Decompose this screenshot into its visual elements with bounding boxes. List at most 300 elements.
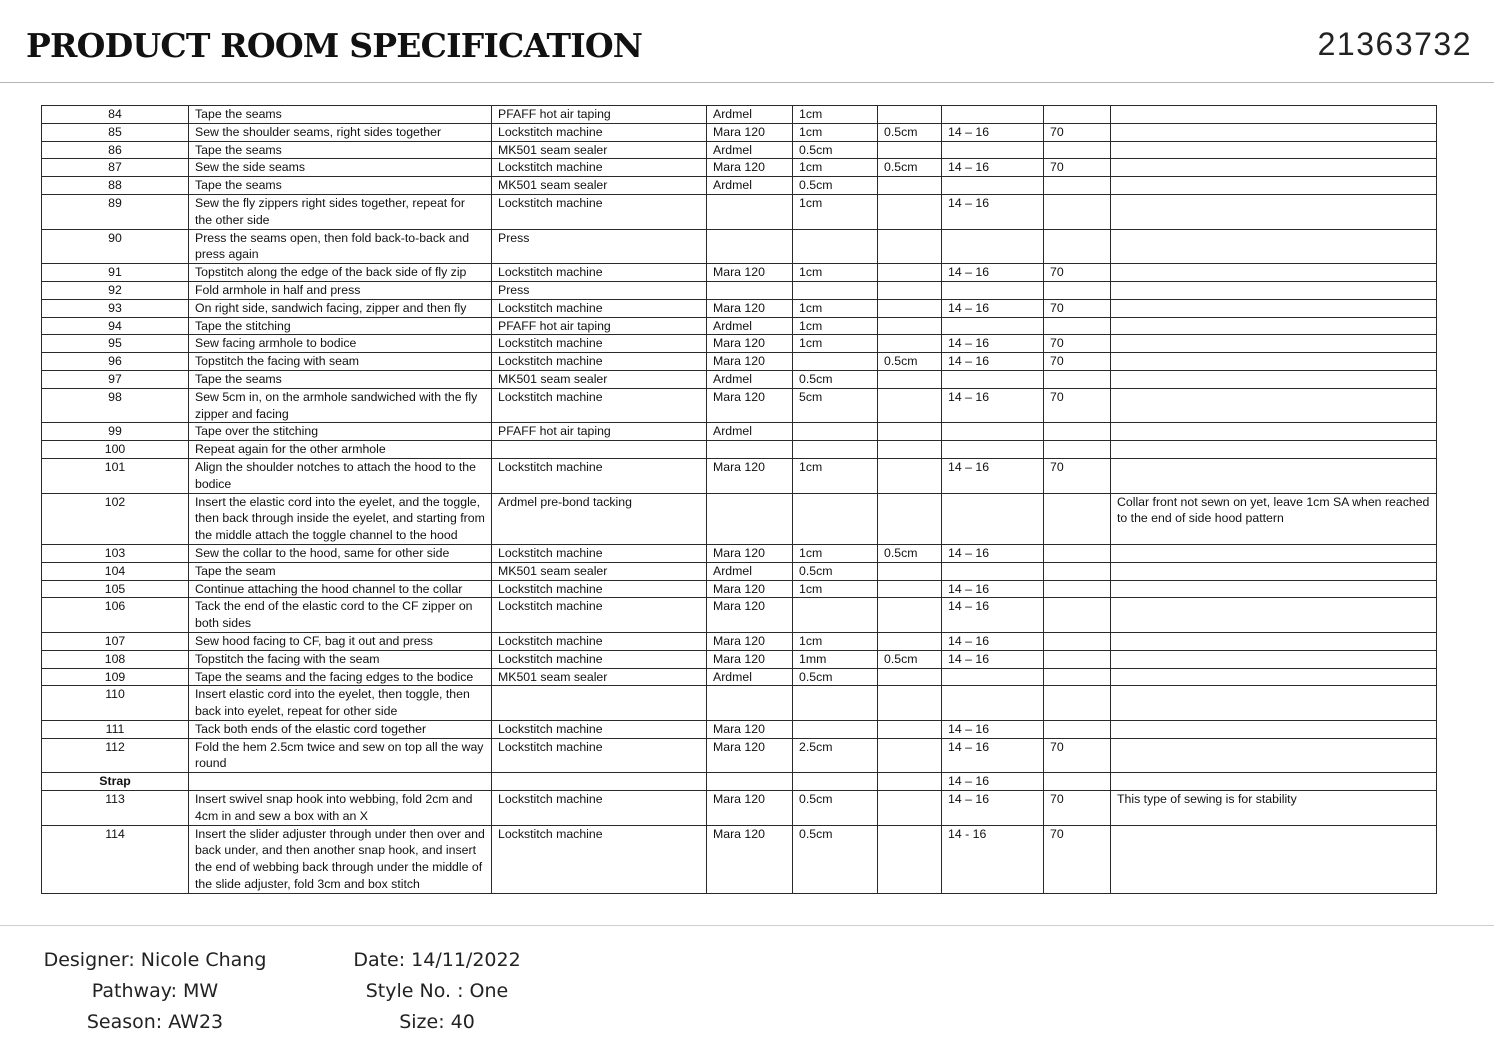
operation-cell: Tape the stitching [189,317,492,335]
stitch-count-cell [942,562,1044,580]
step-cell: 98 [42,388,189,423]
notes-cell [1111,580,1437,598]
machine-cell: MK501 seam sealer [492,141,707,159]
notes-cell [1111,598,1437,633]
table-row [42,177,1437,195]
trim-cell [878,335,942,353]
needle-size-cell [1044,177,1111,195]
seam-allowance-cell: 0.5cm [793,668,878,686]
operation-cell: Tape the seams [189,106,492,124]
seam-allowance-cell [793,441,878,459]
step-cell: 108 [42,650,189,668]
seam-allowance-cell [793,353,878,371]
needle-size-cell [1044,650,1111,668]
trim-cell: 0.5cm [878,123,942,141]
needle-size-cell [1044,632,1111,650]
stitch-count-cell: 14 – 16 [942,335,1044,353]
table-row [42,441,1437,459]
machine-cell: PFAFF hot air taping [492,317,707,335]
specification-table [41,105,1437,894]
needle-size-cell [1044,281,1111,299]
trim-cell [878,281,942,299]
thread-cell: Mara 120 [707,598,793,633]
seam-allowance-cell [793,686,878,721]
seam-allowance-cell [793,493,878,544]
notes-cell [1111,335,1437,353]
machine-cell: Lockstitch machine [492,720,707,738]
needle-size-cell [1044,423,1111,441]
stitch-count-cell: 14 – 16 [942,299,1044,317]
step-cell: 102 [42,493,189,544]
thread-cell: Mara 120 [707,159,793,177]
machine-cell: Lockstitch machine [492,335,707,353]
trim-cell [878,598,942,633]
operation-cell: Topstitch along the edge of the back side of fly zip [189,264,492,282]
header-divider [0,82,1494,83]
stitch-count-cell: 14 – 16 [942,159,1044,177]
trim-cell [878,686,942,721]
step-cell: 91 [42,264,189,282]
step-cell: 109 [42,668,189,686]
thread-cell: Mara 120 [707,544,793,562]
trim-cell [878,632,942,650]
stitch-count-cell [942,106,1044,124]
operation-cell: Insert elastic cord into the eyelet, then toggle, then back into eyelet, repeat for other side [189,686,492,721]
needle-size-cell [1044,668,1111,686]
table-row [42,720,1437,738]
step-cell: 94 [42,317,189,335]
notes-cell [1111,773,1437,791]
needle-size-cell: 70 [1044,458,1111,493]
seam-allowance-cell: 1cm [793,194,878,229]
table-row [42,299,1437,317]
step-cell: 85 [42,123,189,141]
notes-cell: Collar front not sewn on yet, leave 1cm SA when reached to the end of side hood pattern [1111,493,1437,544]
needle-size-cell: 70 [1044,353,1111,371]
thread-cell: Mara 120 [707,720,793,738]
needle-size-cell [1044,441,1111,459]
seam-allowance-cell: 1cm [793,299,878,317]
table-row [42,335,1437,353]
notes-cell [1111,458,1437,493]
machine-cell: Lockstitch machine [492,544,707,562]
operation-cell: On right side, sandwich facing, zipper and then fly [189,299,492,317]
table-row [42,353,1437,371]
table-row [42,668,1437,686]
table-row [42,141,1437,159]
thread-cell: Mara 120 [707,458,793,493]
stitch-count-cell: 14 – 16 [942,650,1044,668]
machine-cell: Lockstitch machine [492,791,707,826]
step-cell: 88 [42,177,189,195]
needle-size-cell [1044,562,1111,580]
thread-cell: Ardmel [707,668,793,686]
stitch-count-cell: 14 - 16 [942,825,1044,893]
thread-cell: Mara 120 [707,299,793,317]
seam-allowance-cell: 5cm [793,388,878,423]
seam-allowance-cell: 0.5cm [793,825,878,893]
stitch-count-cell: 14 – 16 [942,632,1044,650]
seam-allowance-cell [793,423,878,441]
stitch-count-cell [942,229,1044,264]
thread-cell: Mara 120 [707,791,793,826]
operation-cell: Fold armhole in half and press [189,281,492,299]
stitch-count-cell: 14 – 16 [942,598,1044,633]
needle-size-cell: 70 [1044,335,1111,353]
notes-cell [1111,194,1437,229]
stitch-count-cell [942,668,1044,686]
notes-cell [1111,738,1437,773]
style-number-label: Style No. : One [365,980,509,1002]
needle-size-cell [1044,493,1111,544]
operation-cell: Sew the collar to the hood, same for other side [189,544,492,562]
machine-cell: Lockstitch machine [492,598,707,633]
notes-cell [1111,281,1437,299]
notes-cell [1111,177,1437,195]
seam-allowance-cell: 0.5cm [793,141,878,159]
machine-cell: Lockstitch machine [492,632,707,650]
needle-size-cell: 70 [1044,299,1111,317]
step-cell: 99 [42,423,189,441]
needle-size-cell [1044,229,1111,264]
seam-allowance-cell: 1cm [793,335,878,353]
machine-cell: Press [492,281,707,299]
operation-cell: Fold the hem 2.5cm twice and sew on top all the way round [189,738,492,773]
operation-cell: Tape the seams [189,370,492,388]
notes-cell [1111,686,1437,721]
machine-cell: Lockstitch machine [492,123,707,141]
notes-cell [1111,264,1437,282]
machine-cell: Lockstitch machine [492,825,707,893]
step-cell: 87 [42,159,189,177]
thread-cell [707,229,793,264]
thread-cell [707,441,793,459]
trim-cell [878,441,942,459]
thread-cell [707,194,793,229]
stitch-count-cell: 14 – 16 [942,544,1044,562]
needle-size-cell [1044,141,1111,159]
thread-cell: Ardmel [707,370,793,388]
machine-cell: MK501 seam sealer [492,370,707,388]
operation-cell: Insert swivel snap hook into webbing, fold 2cm and 4cm in and sew a box with an X [189,791,492,826]
table-row [42,738,1437,773]
table-row [42,123,1437,141]
step-cell: 97 [42,370,189,388]
seam-allowance-cell [793,773,878,791]
seam-allowance-cell: 1cm [793,458,878,493]
stitch-count-cell [942,317,1044,335]
operation-cell: Tape the seams [189,177,492,195]
trim-cell: 0.5cm [878,353,942,371]
table-row [42,229,1437,264]
trim-cell [878,388,942,423]
trim-cell [878,299,942,317]
trim-cell [878,562,942,580]
machine-cell: Lockstitch machine [492,194,707,229]
thread-cell: Ardmel [707,317,793,335]
operation-cell: Align the shoulder notches to attach the hood to the bodice [189,458,492,493]
trim-cell [878,791,942,826]
trim-cell [878,370,942,388]
table-row [42,281,1437,299]
step-cell: 103 [42,544,189,562]
machine-cell [492,773,707,791]
notes-cell [1111,123,1437,141]
notes-cell [1111,544,1437,562]
needle-size-cell: 70 [1044,388,1111,423]
stitch-count-cell: 14 – 16 [942,123,1044,141]
step-cell: 93 [42,299,189,317]
trim-cell [878,458,942,493]
step-cell: 101 [42,458,189,493]
machine-cell: Lockstitch machine [492,580,707,598]
step-cell: 86 [42,141,189,159]
operation-cell: Tack both ends of the elastic cord together [189,720,492,738]
stitch-count-cell: 14 – 16 [942,264,1044,282]
operation-cell: Sew facing armhole to bodice [189,335,492,353]
operation-cell: Sew the fly zippers right sides together, repeat for the other side [189,194,492,229]
needle-size-cell: 70 [1044,791,1111,826]
stitch-count-cell [942,441,1044,459]
operation-cell: Press the seams open, then fold back-to-back and press again [189,229,492,264]
machine-cell [492,441,707,459]
operation-cell: Sew hood facing to CF, bag it out and press [189,632,492,650]
stitch-count-cell [942,423,1044,441]
notes-cell [1111,562,1437,580]
table-row [42,773,1437,791]
footer-designer-block [30,945,280,1038]
needle-size-cell [1044,317,1111,335]
stitch-count-cell: 14 – 16 [942,738,1044,773]
thread-cell: Ardmel [707,177,793,195]
trim-cell [878,720,942,738]
step-cell: 92 [42,281,189,299]
operation-cell: Tape the seams [189,141,492,159]
pathway-label: Pathway: MW [91,980,219,1002]
step-cell: 111 [42,720,189,738]
seam-allowance-cell: 0.5cm [793,562,878,580]
step-cell: 95 [42,335,189,353]
notes-cell [1111,317,1437,335]
machine-cell: MK501 seam sealer [492,668,707,686]
trim-cell [878,493,942,544]
thread-cell: Ardmel [707,141,793,159]
notes-cell [1111,650,1437,668]
needle-size-cell [1044,544,1111,562]
step-cell: 100 [42,441,189,459]
notes-cell [1111,370,1437,388]
stitch-count-cell [942,141,1044,159]
machine-cell: Press [492,229,707,264]
seam-allowance-cell [793,598,878,633]
machine-cell: MK501 seam sealer [492,562,707,580]
machine-cell: Lockstitch machine [492,738,707,773]
table-row [42,650,1437,668]
notes-cell [1111,441,1437,459]
operation-cell: Insert the elastic cord into the eyelet, and the toggle, then back through inside the eyelet, and starting from the middle attach the toggle channel to the hood [189,493,492,544]
operation-cell: Tape the seam [189,562,492,580]
operation-cell: Tack the end of the elastic cord to the CF zipper on both sides [189,598,492,633]
notes-cell [1111,388,1437,423]
stitch-count-cell [942,177,1044,195]
operation-cell: Sew 5cm in, on the armhole sandwiched with the fly zipper and facing [189,388,492,423]
footer-style-block [312,945,562,1038]
thread-cell: Mara 120 [707,123,793,141]
notes-cell: This type of sewing is for stability [1111,791,1437,826]
trim-cell [878,773,942,791]
stitch-count-cell: 14 – 16 [942,773,1044,791]
seam-allowance-cell: 1cm [793,580,878,598]
step-cell: 113 [42,791,189,826]
machine-cell [492,686,707,721]
page-title: PRODUCT ROOM SPECIFICATION [26,26,643,65]
document-number: 21363732 [1317,26,1472,62]
notes-cell [1111,299,1437,317]
operation-cell: Topstitch the facing with the seam [189,650,492,668]
stitch-count-cell: 14 – 16 [942,720,1044,738]
needle-size-cell [1044,580,1111,598]
seam-allowance-cell: 2.5cm [793,738,878,773]
stitch-count-cell: 14 – 16 [942,458,1044,493]
stitch-count-cell [942,370,1044,388]
trim-cell [878,668,942,686]
thread-cell: Mara 120 [707,580,793,598]
specification-table-body [42,106,1437,894]
seam-allowance-cell: 1cm [793,632,878,650]
operation-cell: Repeat again for the other armhole [189,441,492,459]
notes-cell [1111,229,1437,264]
seam-allowance-cell: 0.5cm [793,791,878,826]
machine-cell: Ardmel pre-bond tacking [492,493,707,544]
stitch-count-cell: 14 – 16 [942,194,1044,229]
table-row [42,458,1437,493]
stitch-count-cell: 14 – 16 [942,580,1044,598]
seam-allowance-cell: 1cm [793,106,878,124]
step-cell: 114 [42,825,189,893]
step-cell: 105 [42,580,189,598]
seam-allowance-cell: 1cm [793,264,878,282]
table-row [42,423,1437,441]
thread-cell: Ardmel [707,562,793,580]
trim-cell [878,317,942,335]
thread-cell [707,281,793,299]
thread-cell: Mara 120 [707,335,793,353]
size-label: Size: 40 [399,1011,475,1033]
machine-cell: Lockstitch machine [492,159,707,177]
table-row [42,388,1437,423]
notes-cell [1111,106,1437,124]
needle-size-cell [1044,686,1111,721]
thread-cell: Mara 120 [707,388,793,423]
seam-allowance-cell: 1mm [793,650,878,668]
machine-cell: PFAFF hot air taping [492,106,707,124]
seam-allowance-cell: 0.5cm [793,177,878,195]
trim-cell [878,229,942,264]
seam-allowance-cell [793,720,878,738]
thread-cell [707,493,793,544]
step-cell: 89 [42,194,189,229]
notes-cell [1111,825,1437,893]
needle-size-cell: 70 [1044,825,1111,893]
footer-divider [0,925,1494,926]
notes-cell [1111,141,1437,159]
table-row [42,632,1437,650]
table-row [42,317,1437,335]
date-label: Date: 14/11/2022 [353,949,521,971]
needle-size-cell: 70 [1044,738,1111,773]
needle-size-cell [1044,194,1111,229]
needle-size-cell [1044,370,1111,388]
notes-cell [1111,632,1437,650]
needle-size-cell: 70 [1044,159,1111,177]
stitch-count-cell [942,493,1044,544]
designer-label: Designer: Nicole Chang [43,949,267,971]
operation-cell: Continue attaching the hood channel to the collar [189,580,492,598]
step-cell: 90 [42,229,189,264]
trim-cell: 0.5cm [878,650,942,668]
machine-cell: Lockstitch machine [492,458,707,493]
trim-cell [878,177,942,195]
trim-cell [878,738,942,773]
seam-allowance-cell: 1cm [793,544,878,562]
stitch-count-cell [942,686,1044,721]
trim-cell [878,580,942,598]
stitch-count-cell: 14 – 16 [942,353,1044,371]
notes-cell [1111,668,1437,686]
thread-cell [707,773,793,791]
machine-cell: Lockstitch machine [492,264,707,282]
trim-cell [878,141,942,159]
operation-cell: Tape the seams and the facing edges to the bodice [189,668,492,686]
machine-cell: Lockstitch machine [492,388,707,423]
needle-size-cell: 70 [1044,123,1111,141]
trim-cell [878,825,942,893]
needle-size-cell [1044,106,1111,124]
table-row [42,159,1437,177]
stitch-count-cell [942,281,1044,299]
table-row [42,580,1437,598]
seam-allowance-cell: 1cm [793,123,878,141]
table-row [42,264,1437,282]
thread-cell [707,686,793,721]
table-row [42,791,1437,826]
trim-cell [878,106,942,124]
table-row [42,194,1437,229]
operation-cell: Topstitch the facing with seam [189,353,492,371]
trim-cell: 0.5cm [878,544,942,562]
seam-allowance-cell: 1cm [793,317,878,335]
table-row [42,825,1437,893]
thread-cell: Mara 120 [707,264,793,282]
season-label: Season: AW23 [86,1011,224,1033]
table-row [42,686,1437,721]
thread-cell: Ardmel [707,106,793,124]
notes-cell [1111,353,1437,371]
step-cell: 110 [42,686,189,721]
thread-cell: Mara 120 [707,738,793,773]
thread-cell: Mara 120 [707,353,793,371]
thread-cell: Mara 120 [707,632,793,650]
trim-cell [878,423,942,441]
operation-cell: Sew the shoulder seams, right sides together [189,123,492,141]
operation-cell [189,773,492,791]
machine-cell: MK501 seam sealer [492,177,707,195]
operation-cell: Insert the slider adjuster through under then over and back under, and then another snap hook, and insert the end of webbing back through under the middle of the slide adjuster, fold 3cm and box stitch [189,825,492,893]
notes-cell [1111,159,1437,177]
table-row [42,370,1437,388]
needle-size-cell: 70 [1044,264,1111,282]
machine-cell: PFAFF hot air taping [492,423,707,441]
